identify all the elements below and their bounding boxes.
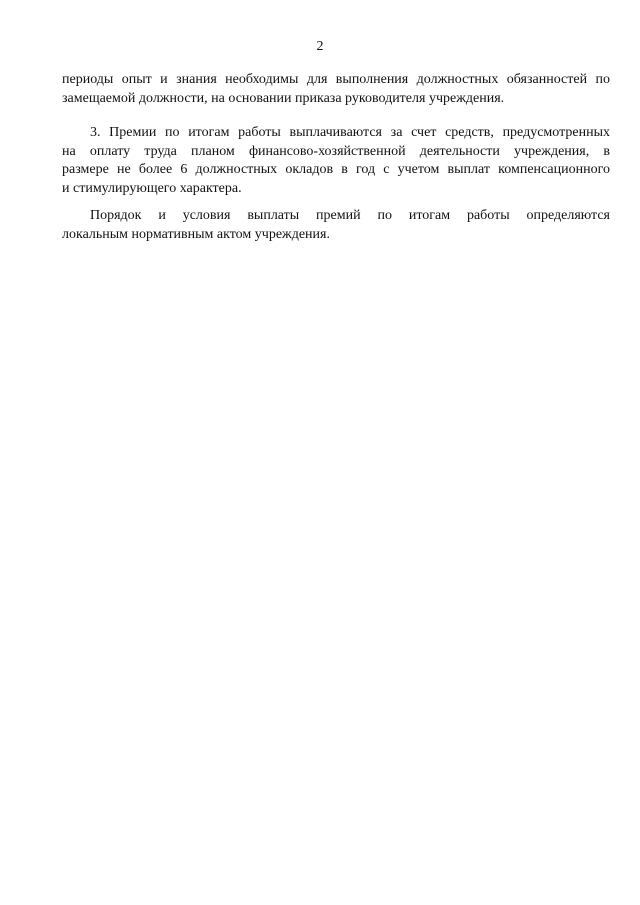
paragraph-line: локальным нормативным актом учреждения.: [62, 226, 330, 242]
paragraph-line: периоды опыт и знания необходимы для выполнения должностных обязанностей по: [62, 72, 610, 87]
page-number: 2: [316, 39, 324, 54]
paragraph-line: на оплату труда планом финансово-хозяйственной деятельности учреждения, в: [62, 143, 610, 159]
paragraph-line: и стимулирующего характера.: [62, 180, 242, 196]
paragraph-procedure: [62, 207, 610, 244]
paragraph-bonus-clause: [62, 124, 610, 198]
paragraph-line: 3. Премии по итогам работы выплачиваются за счет средств, предусмотренных: [90, 125, 610, 140]
paragraph-line: размере не более 6 должностных окладов в год с учетом выплат компенсационного: [62, 162, 610, 178]
paragraph-line: замещаемой должности, на основании приказа руководителя учреждения.: [62, 90, 505, 106]
paragraph-line: Порядок и условия выплаты премий по итогам работы определяются: [90, 208, 610, 223]
paragraph-continuation: [62, 71, 610, 108]
